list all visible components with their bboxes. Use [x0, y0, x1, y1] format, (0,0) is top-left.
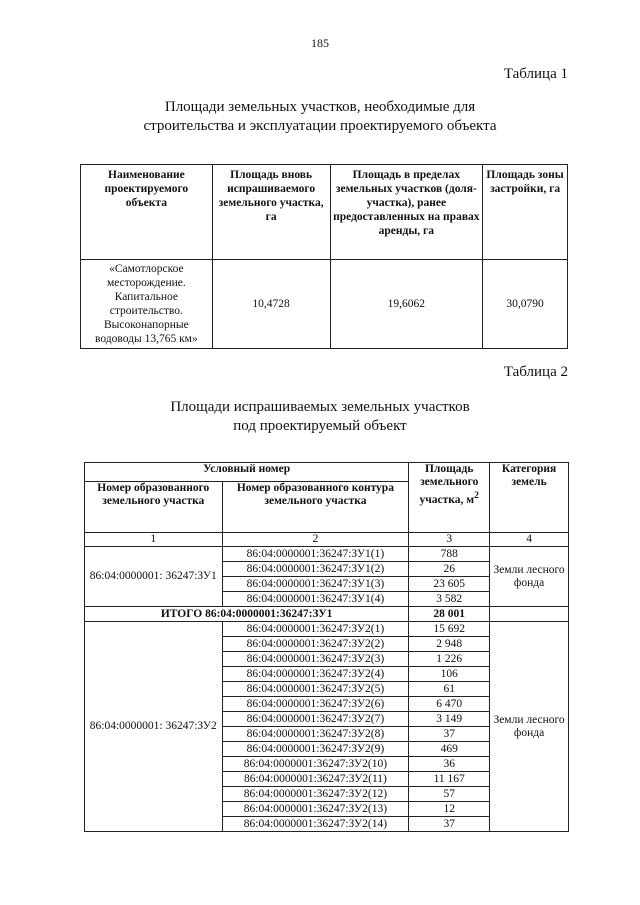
table1-title-line1: Площади земельных участков, необходимые для — [164, 99, 476, 115]
contour-number: 86:04:0000001:36247:ЗУ2(7) — [222, 712, 409, 727]
table2-header-area-sup: 2 — [474, 490, 479, 501]
total-row — [85, 607, 569, 622]
column-number: 2 — [222, 533, 409, 547]
contour-number: 86:04:0000001:36247:ЗУ1(4) — [222, 592, 409, 607]
contour-number: 86:04:0000001:36247:ЗУ2(1) — [222, 622, 409, 637]
total-area: 28 001 — [409, 607, 490, 622]
total-category-empty — [490, 607, 569, 622]
contour-area: 36 — [409, 757, 490, 772]
contour-area: 788 — [409, 547, 490, 562]
contour-area: 469 — [409, 742, 490, 757]
table1-header-name: Наименование проектируемого объекта — [81, 165, 213, 260]
contour-number: 86:04:0000001:36247:ЗУ1(2) — [222, 562, 409, 577]
contour-area: 3 582 — [409, 592, 490, 607]
contour-area: 26 — [409, 562, 490, 577]
contour-number: 86:04:0000001:36247:ЗУ2(2) — [222, 637, 409, 652]
contour-area: 106 — [409, 667, 490, 682]
table1-header-zone-area: Площадь зоны застройки, га — [483, 165, 568, 260]
table2 — [84, 462, 569, 832]
table-row — [85, 622, 569, 637]
group1-category: Земли лесного фонда — [490, 547, 569, 607]
contour-area: 57 — [409, 787, 490, 802]
table2-header-formed-plot: Номер образованного земельного участка — [85, 482, 223, 533]
table2-header-area — [409, 463, 490, 533]
group2-category: Земли лесного фонда — [490, 622, 569, 832]
table-row — [85, 547, 569, 562]
table2-label: Таблица 2 — [503, 364, 568, 380]
table1-title-line2: строительства и эксплуатации проектируемого объекта — [143, 118, 497, 134]
contour-area: 11 167 — [409, 772, 490, 787]
contour-number: 86:04:0000001:36247:ЗУ2(8) — [222, 727, 409, 742]
contour-number: 86:04:0000001:36247:ЗУ1(3) — [222, 577, 409, 592]
contour-area: 37 — [409, 817, 490, 832]
table1-header-row — [81, 165, 568, 260]
table2-title-line1: Площади испрашиваемых земельных участков — [170, 399, 470, 415]
contour-number: 86:04:0000001:36247:ЗУ2(10) — [222, 757, 409, 772]
table-row — [81, 260, 568, 349]
contour-number: 86:04:0000001:36247:ЗУ2(13) — [222, 802, 409, 817]
contour-number: 86:04:0000001:36247:ЗУ2(4) — [222, 667, 409, 682]
contour-area: 2 948 — [409, 637, 490, 652]
table2-header-row-1 — [85, 463, 569, 482]
contour-number: 86:04:0000001:36247:ЗУ2(5) — [222, 682, 409, 697]
contour-area: 1 226 — [409, 652, 490, 667]
contour-area: 6 470 — [409, 697, 490, 712]
table2-title — [0, 398, 640, 436]
table1-new-area: 10,4728 — [212, 260, 330, 349]
column-number: 3 — [409, 533, 490, 547]
group2-plot-number: 86:04:0000001: 36247:ЗУ2 — [85, 622, 223, 832]
contour-area: 3 149 — [409, 712, 490, 727]
total-label: ИТОГО 86:04:0000001:36247:ЗУ1 — [85, 607, 409, 622]
column-number: 4 — [490, 533, 569, 547]
table1-header-leased-area: Площадь в пределах земельных участков (доля-участка), ранее предоставленных на правах аренды, га — [330, 165, 483, 260]
contour-number: 86:04:0000001:36247:ЗУ2(14) — [222, 817, 409, 832]
contour-number: 86:04:0000001:36247:ЗУ2(3) — [222, 652, 409, 667]
table2-column-numbers — [85, 533, 569, 547]
contour-number: 86:04:0000001:36247:ЗУ2(12) — [222, 787, 409, 802]
contour-area: 61 — [409, 682, 490, 697]
page-number: 185 — [311, 36, 329, 50]
contour-area: 23 605 — [409, 577, 490, 592]
contour-area: 15 692 — [409, 622, 490, 637]
table1-object-name: «Самотлорское месторождение. Капитальное строительство. Высоконапорные водоводы 13,765 км» — [81, 260, 213, 349]
table2-header-contour: Номер образованного контура земельного участка — [222, 482, 409, 533]
group1-plot-number: 86:04:0000001: 36247:ЗУ1 — [85, 547, 223, 607]
contour-area: 12 — [409, 802, 490, 817]
table1-zone-area: 30,0790 — [483, 260, 568, 349]
contour-number: 86:04:0000001:36247:ЗУ1(1) — [222, 547, 409, 562]
column-number: 1 — [85, 533, 223, 547]
contour-number: 86:04:0000001:36247:ЗУ2(9) — [222, 742, 409, 757]
table1 — [80, 164, 568, 349]
table2-header-conditional-number: Условный номер — [85, 463, 409, 482]
contour-area: 37 — [409, 727, 490, 742]
contour-number: 86:04:0000001:36247:ЗУ2(11) — [222, 772, 409, 787]
table1-leased-area: 19,6062 — [330, 260, 483, 349]
table2-header-category: Категория земель — [490, 463, 569, 533]
contour-number: 86:04:0000001:36247:ЗУ2(6) — [222, 697, 409, 712]
table1-header-new-area: Площадь вновь испрашиваемого земельного участка, га — [212, 165, 330, 260]
table2-header-area-text: Площадь земельного участка, м — [419, 463, 479, 506]
table1-title — [0, 98, 640, 136]
table2-title-line2: под проектируемый объект — [233, 418, 407, 434]
table1-label: Таблица 1 — [503, 66, 568, 82]
